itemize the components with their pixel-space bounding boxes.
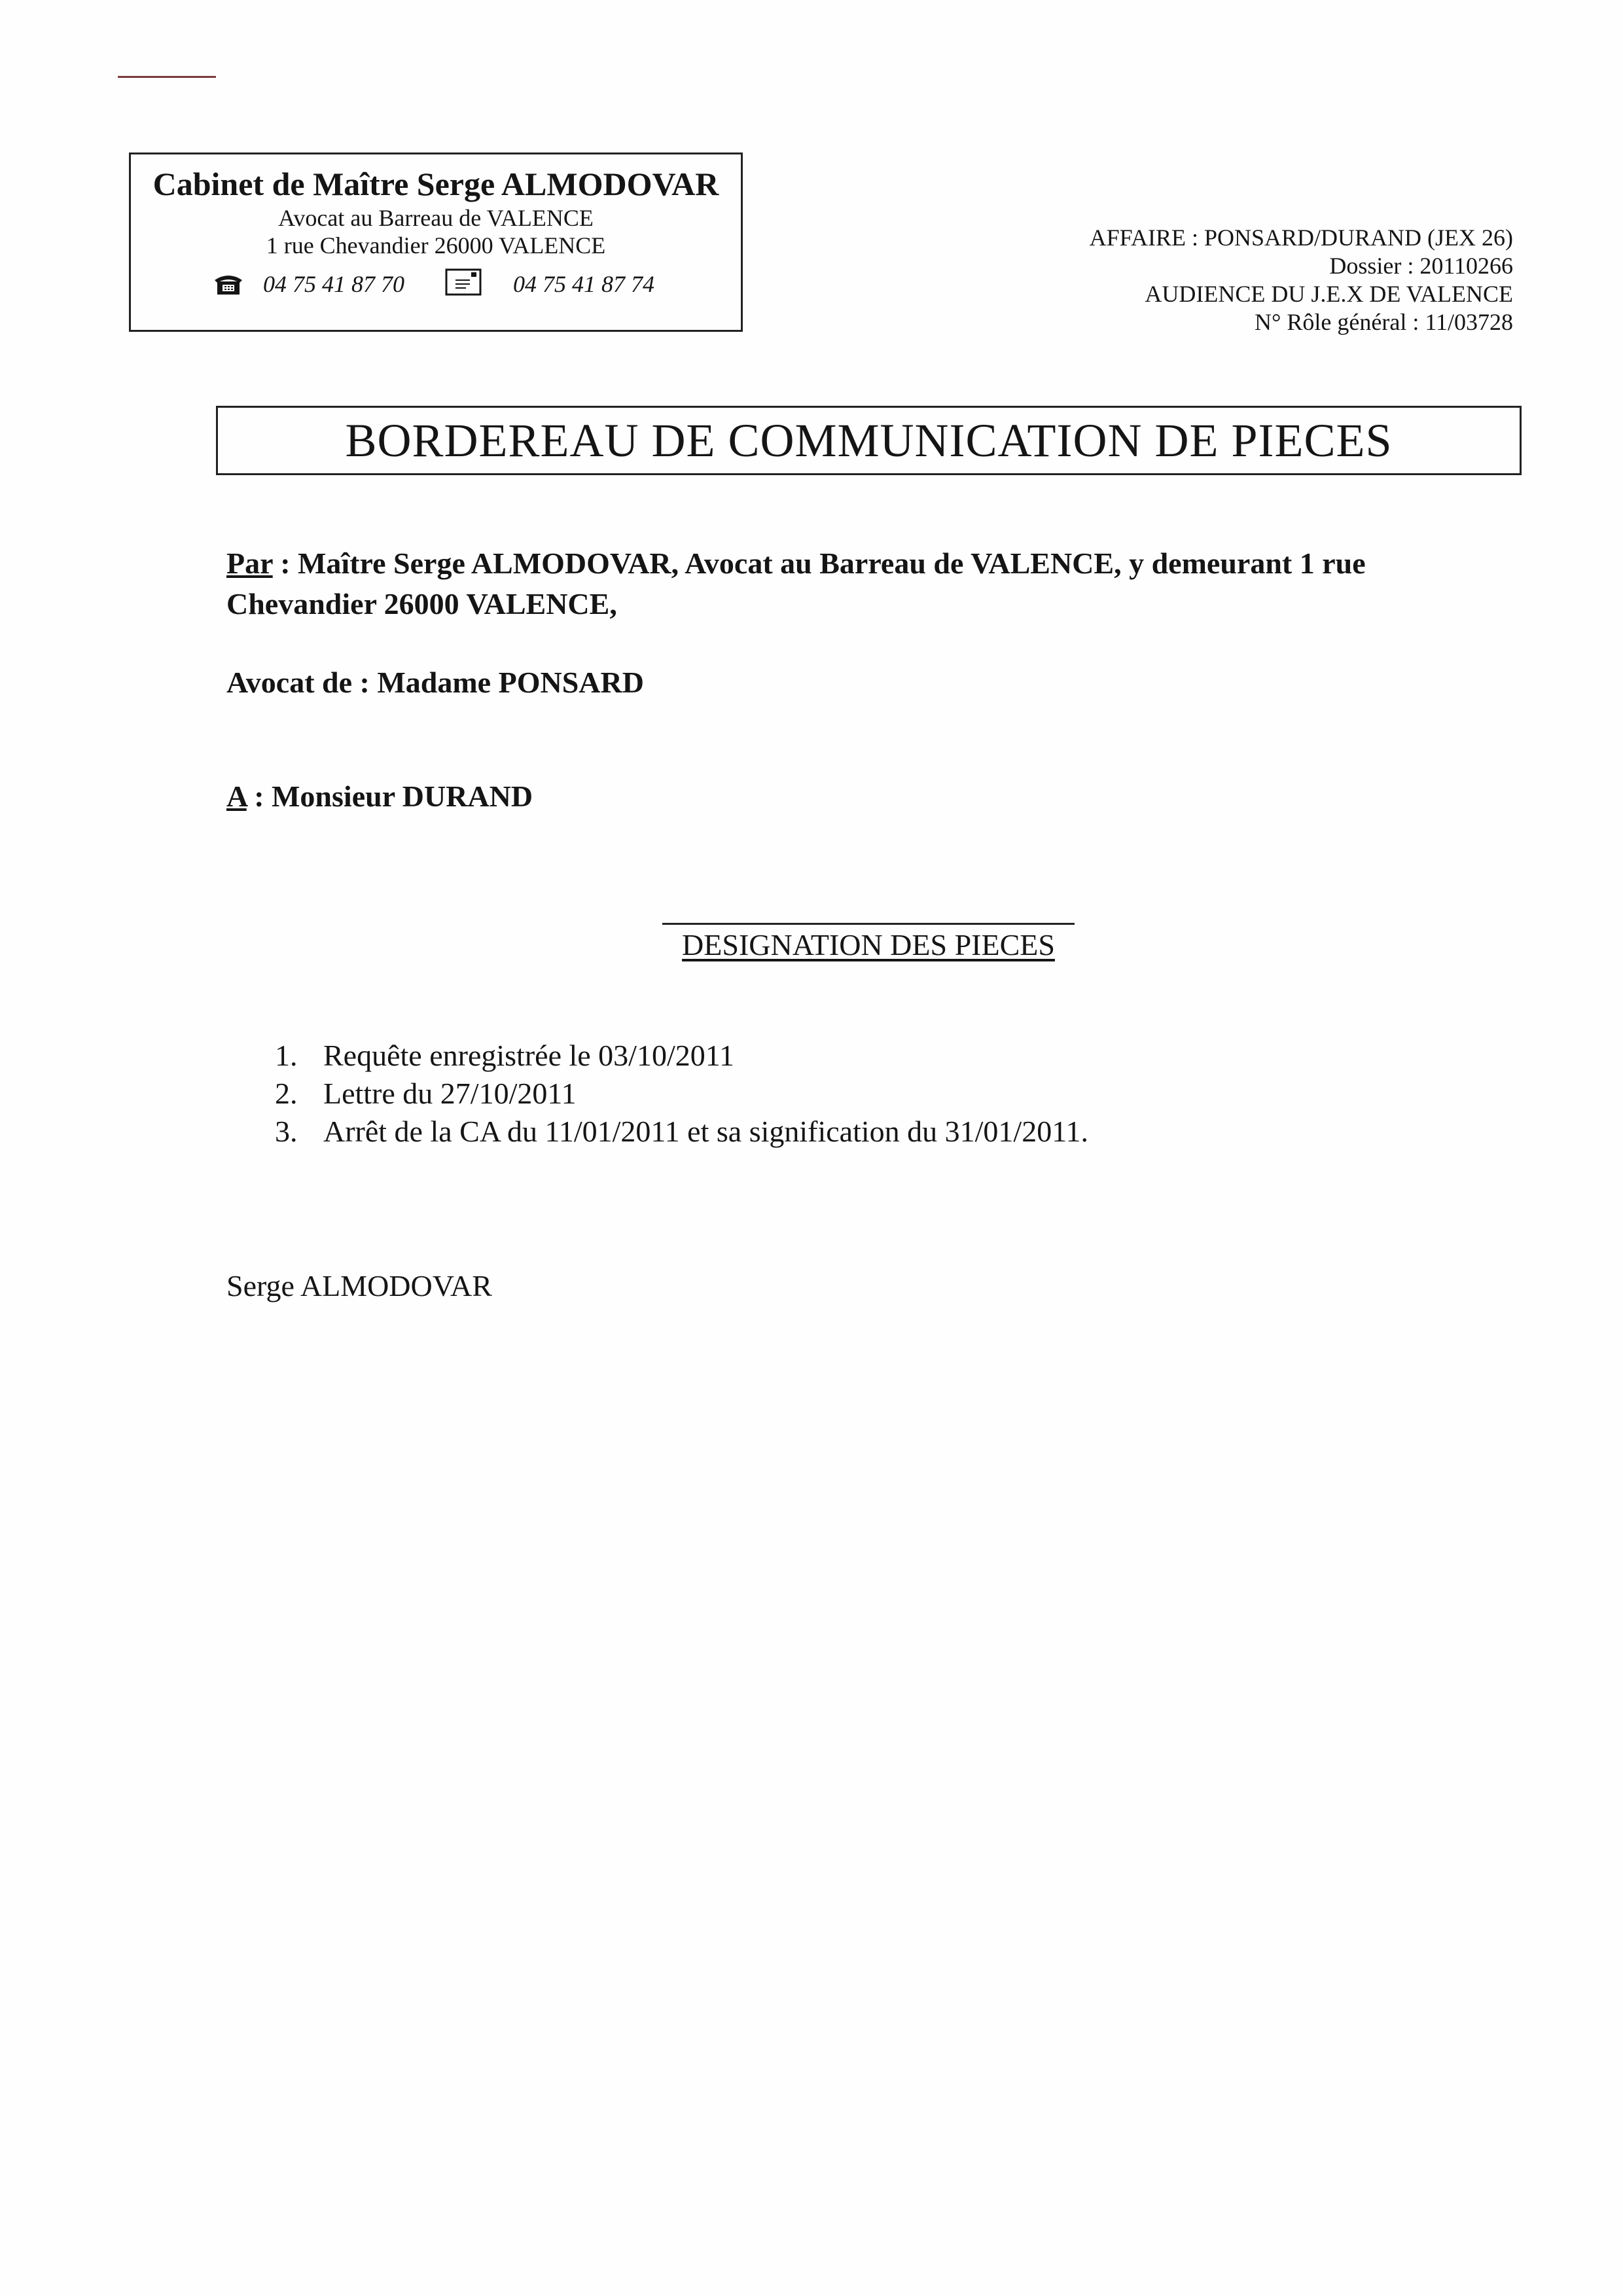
a-text: : Monsieur DURAND xyxy=(246,780,533,813)
list-item-label: Requête enregistrée le 03/10/2011 xyxy=(323,1039,735,1072)
par-paragraph xyxy=(226,543,1522,624)
telephone-icon xyxy=(213,272,243,296)
affaire-line: AFFAIRE : PONSARD/DURAND (JEX 26) xyxy=(1089,224,1513,251)
cabinet-name: Cabinet de Maître Serge ALMODOVAR xyxy=(152,166,719,202)
list-item-label: Lettre du 27/10/2011 xyxy=(323,1077,577,1110)
par-label: Par xyxy=(226,547,273,580)
list-item-number: 2. xyxy=(275,1077,298,1110)
document-title: BORDEREAU DE COMMUNICATION DE PIECES xyxy=(345,414,1393,467)
designation-heading: DESIGNATION DES PIECES xyxy=(662,923,1075,965)
corner-mark xyxy=(118,76,216,78)
letterhead-box xyxy=(129,152,743,332)
list-item xyxy=(275,1037,1088,1075)
title-box xyxy=(216,406,1522,475)
list-item xyxy=(275,1113,1088,1151)
list-item xyxy=(275,1075,1088,1113)
avocat-de-line: Avocat de : Madame PONSARD xyxy=(226,666,644,699)
recipient-line xyxy=(226,776,533,817)
phone-number: 04 75 41 87 70 xyxy=(263,271,404,297)
address-line: 1 rue Chevandier 26000 VALENCE xyxy=(266,232,606,259)
list-item-label: Arrêt de la CA du 11/01/2011 et sa signification du 31/01/2011. xyxy=(323,1115,1089,1148)
a-label: A xyxy=(226,780,247,813)
list-item-number: 1. xyxy=(275,1039,298,1072)
audience-line: AUDIENCE DU J.E.X DE VALENCE xyxy=(1145,281,1513,307)
affaire-block xyxy=(1090,224,1513,336)
bar-line: Avocat au Barreau de VALENCE xyxy=(278,205,594,231)
list-item-number: 3. xyxy=(275,1115,298,1148)
dossier-line: Dossier : 20110266 xyxy=(1329,253,1513,279)
signature: Serge ALMODOVAR xyxy=(226,1269,492,1302)
pieces-list xyxy=(275,1037,1088,1151)
par-text: : Maître Serge ALMODOVAR, Avocat au Barreau de VALENCE, y demeurant 1 rue Chevandier 26000 VALENCE, xyxy=(226,547,1366,620)
contact-row xyxy=(131,264,741,304)
fax-number: 04 75 41 87 74 xyxy=(513,271,654,297)
fax-icon xyxy=(445,267,482,297)
role-general-line: N° Rôle général : 11/03728 xyxy=(1255,309,1513,335)
